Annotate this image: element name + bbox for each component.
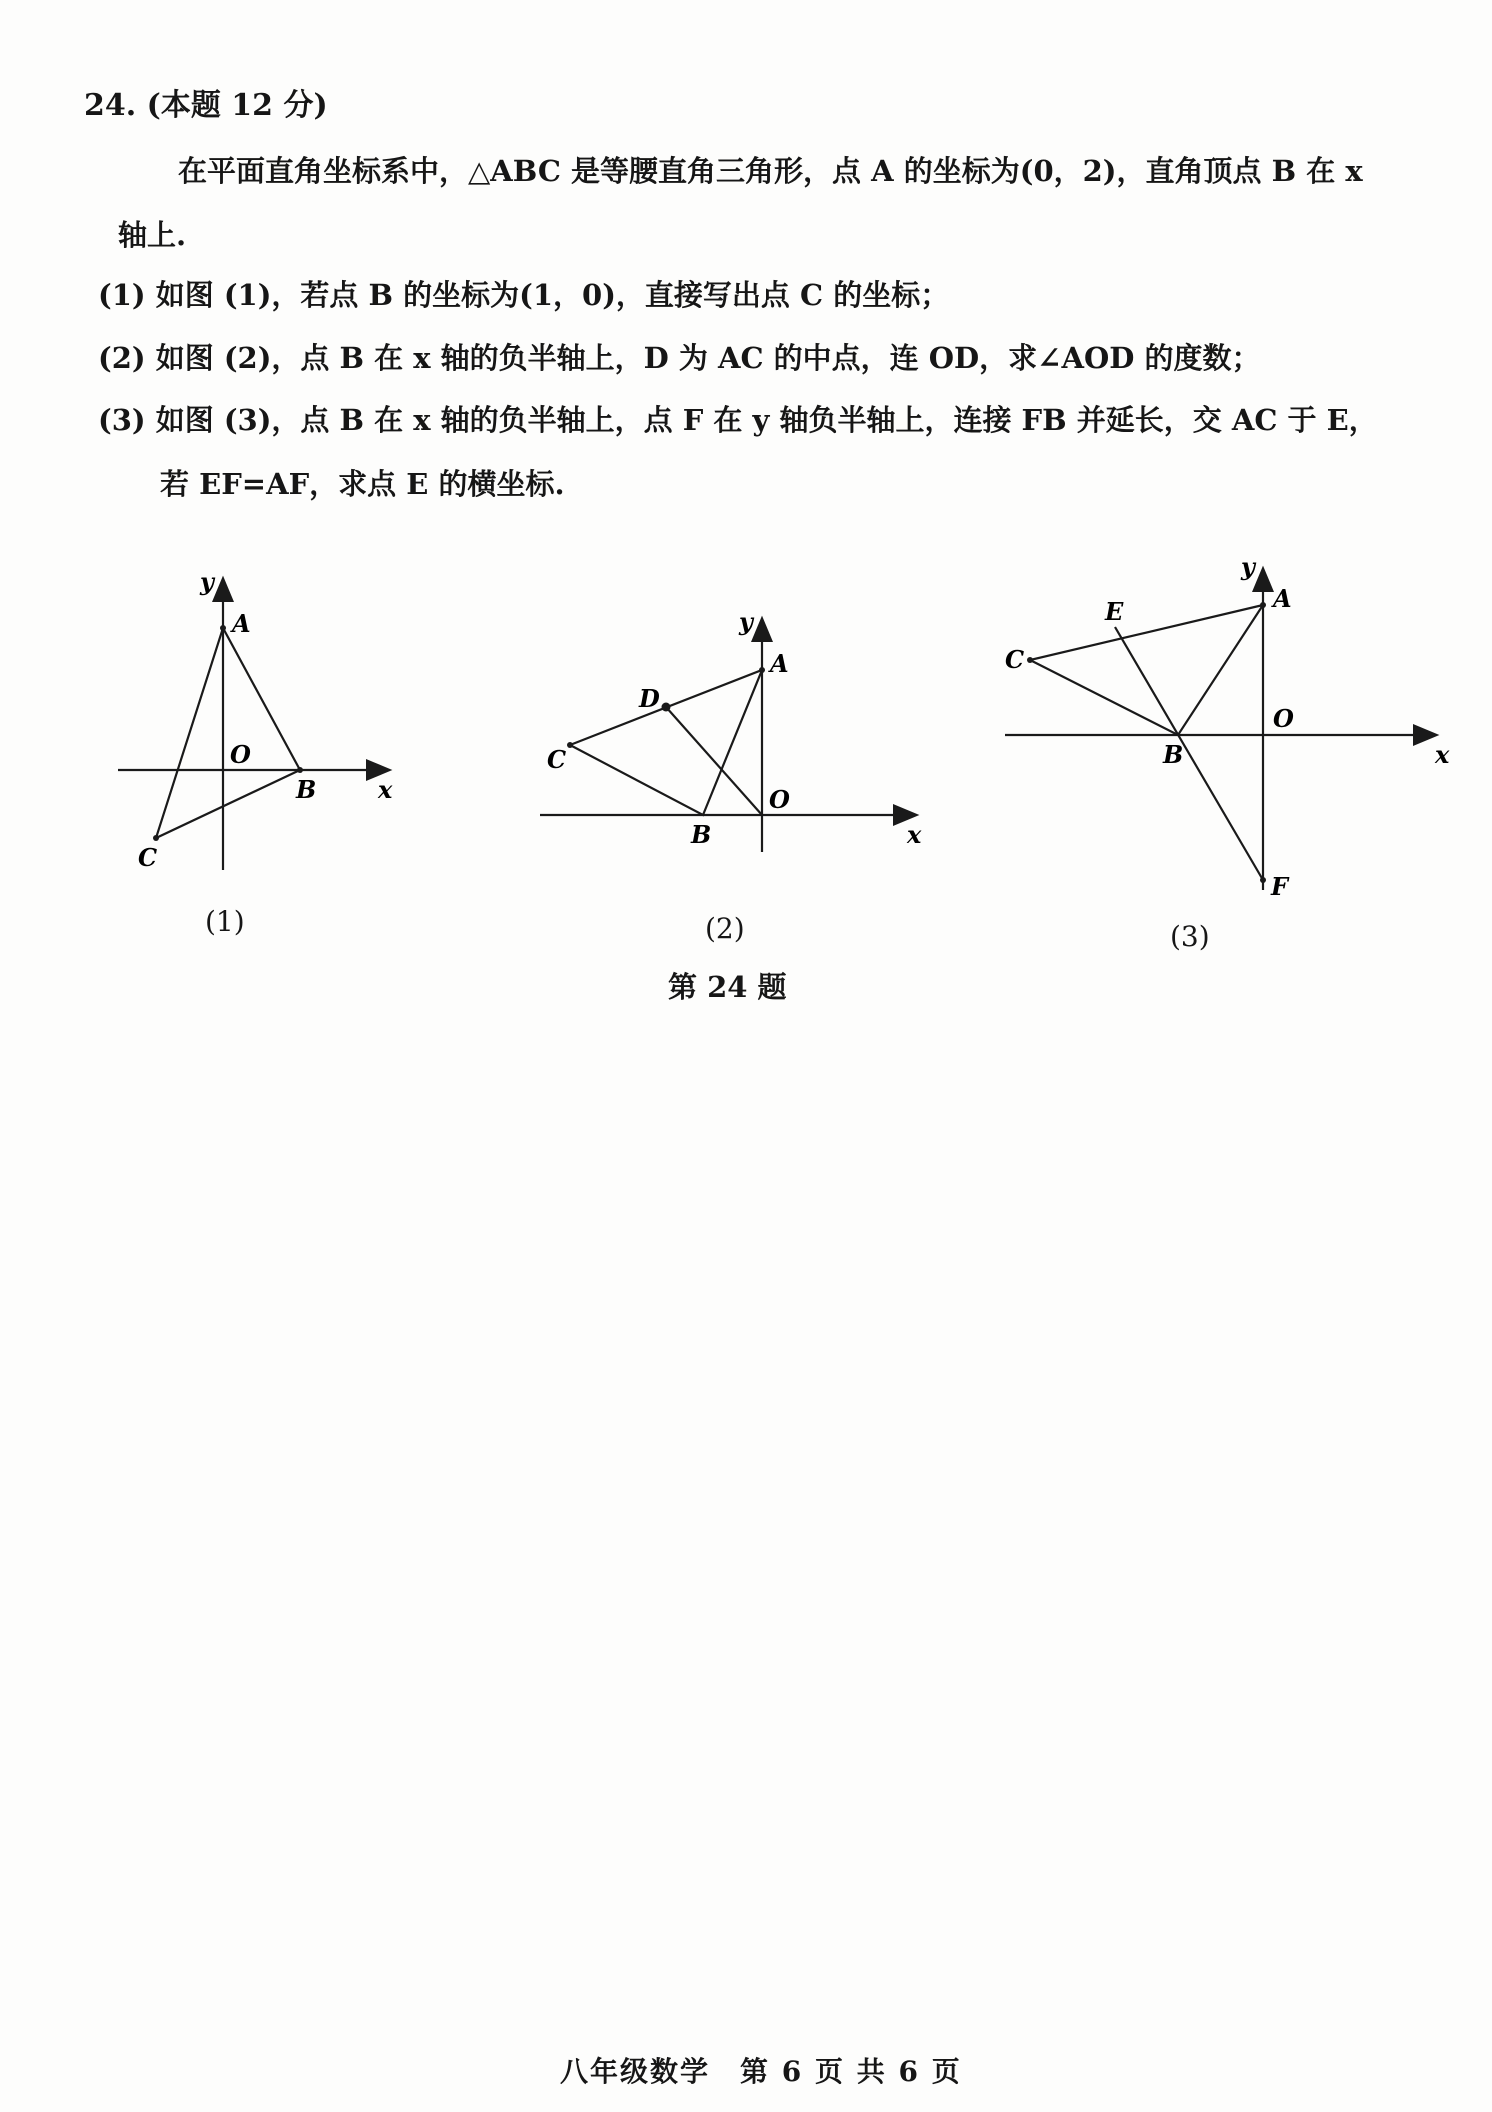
figure-2-caption: (2): [705, 912, 745, 945]
question-header: 24. (本题 12 分): [84, 88, 328, 123]
label-a: A: [232, 609, 251, 638]
triangle-abc: [570, 670, 762, 815]
label-c: C: [1005, 645, 1025, 674]
label-x: x: [907, 820, 922, 849]
label-c: C: [138, 843, 158, 872]
label-b: B: [1163, 740, 1184, 769]
label-b: B: [691, 820, 712, 849]
point-c: [567, 742, 573, 748]
figure-3: [995, 545, 1465, 905]
point-d: [662, 703, 671, 712]
label-b: B: [296, 775, 317, 804]
label-f: F: [1271, 872, 1289, 901]
segment-od: [666, 707, 762, 815]
triangle-abc: [156, 628, 300, 838]
question-intro-line2: 轴上.: [118, 218, 187, 252]
label-e: E: [1105, 597, 1124, 626]
label-d: D: [639, 684, 660, 713]
segment-fe: [1115, 627, 1263, 880]
question-intro-line1: 在平面直角坐标系中，△ABC 是等腰直角三角形，点 A 的坐标为(0，2)，直角顶点 B 在 x: [178, 154, 1363, 188]
point-b: [297, 767, 303, 773]
point-a: [220, 625, 226, 631]
question-part2: (2) 如图 (2)，点 B 在 x 轴的负半轴上，D 为 AC 的中点，连 OD，求∠AOD 的度数；: [98, 341, 1261, 375]
point-a: [1260, 602, 1266, 608]
triangle-abc: [1030, 605, 1263, 735]
label-y: y: [739, 607, 753, 636]
question-part1: (1) 如图 (1)，若点 B 的坐标为(1，0)，直接写出点 C 的坐标；: [98, 278, 950, 312]
figure-2: [525, 590, 945, 870]
label-a: A: [770, 649, 789, 678]
point-c: [153, 835, 159, 841]
figure-1-caption: (1): [205, 905, 245, 938]
figure-group-title: 第 24 题: [668, 970, 787, 1004]
label-y: y: [200, 567, 214, 596]
label-x: x: [378, 775, 393, 804]
label-x: x: [1435, 740, 1450, 769]
label-y: y: [1241, 552, 1255, 581]
label-a: A: [1273, 584, 1292, 613]
figure-3-caption: (3): [1170, 920, 1210, 953]
point-f: [1260, 877, 1266, 883]
label-o: O: [1273, 704, 1294, 733]
figure-1: [108, 560, 408, 890]
question-part3-line2: 若 EF=AF，求点 E 的横坐标.: [160, 467, 565, 501]
point-a: [759, 667, 765, 673]
page-footer: 八年级数学 第 6 页 共 6 页: [560, 2055, 962, 2088]
label-o: O: [230, 740, 251, 769]
label-c: C: [547, 745, 567, 774]
label-o: O: [769, 785, 790, 814]
point-c: [1027, 657, 1033, 663]
question-part3-line1: (3) 如图 (3)，点 B 在 x 轴的负半轴上，点 F 在 y 轴负半轴上，连接 FB 并延长，交 AC 于 E，: [98, 403, 1378, 437]
